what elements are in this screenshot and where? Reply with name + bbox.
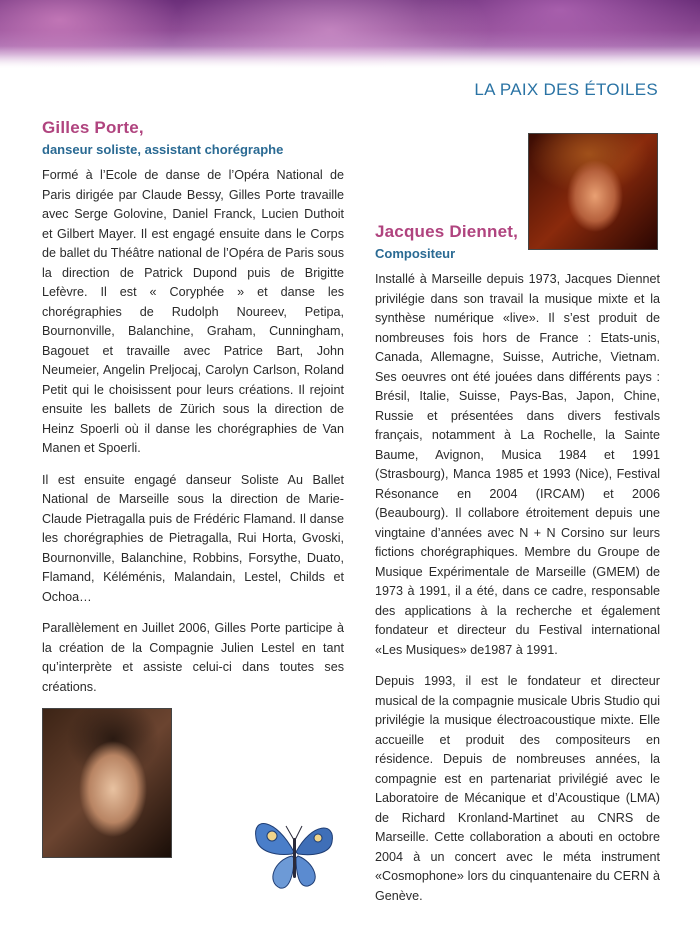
gilles-name: Gilles Porte,	[42, 118, 144, 137]
gilles-paragraph-1: Formé à l’Ecole de danse de l’Opéra National de Paris dirigée par Claude Bessy, Gilles Porte travaille avec Serge Golovine, Daniel Franck, Lucien Duthoit et Gilbert Mayer. Il est engagé ensuite dans le Corps de ballet du Théâtre national de l’Opéra de Paris sous la direction de Patrick Dupond puis de Brigitte Lefèvre. Il est « Coryphée » et danse les chorégraphies de Rudolph Noureev, Petipa, Bournonville, Balanchine, Graham, Cunningham, Bagouet et travaille avec Patrice Bart, John Neumeier, Angelin Preljocaj, Carolyn Carlson, Roland Petit qui le choisissent pour leurs créations. Il rejoint ensuite les ballets de Zürich sous la direction de Heinz Spoerli où il danse les chorégraphies de Van Manen et Spoerli.	[42, 168, 344, 455]
jacques-name: Jacques Diennet,	[375, 222, 519, 241]
butterfly-illustration	[246, 808, 342, 898]
gilles-role: danseur soliste, assistant chorégraphe	[42, 142, 284, 157]
jacques-portrait-photo	[528, 133, 658, 250]
gilles-portrait-photo	[42, 708, 172, 858]
jacques-paragraph-2: Depuis 1993, il est le fondateur et directeur musical de la compagnie musicale Ubris Studio qui privilégie la musique électroacoustique mixte. Elle accueille et produit des compositeurs en résidence. Depuis de nombreuses années, la compagnie est en partenariat privilégié avec le Laboratoire de Mécanique et d’Acoustique (LMA) de Richard Kronland-Martinet au CNRS de Marseille. Cette collaboration a abouti en octobre 2004 à un concert avec le méta instrument «Cosmophone» lors du cinquantenaire du CERN à Genève.	[375, 674, 660, 903]
section-title: LA PAIX DES ÉTOILES	[474, 80, 658, 99]
jacques-bio	[375, 270, 660, 918]
header-banner	[0, 0, 700, 68]
gilles-heading	[42, 118, 283, 157]
jacques-heading	[375, 222, 518, 261]
jacques-paragraph-1: Installé à Marseille depuis 1973, Jacques Diennet privilégie dans son travail la musique mixte et la synthèse numérique «live». Il s’est produit de nombreuses fois hors de France : Etats-unis, Canada, Allemagne, Suisse, Autriche, Vietnam. Ses oeuvres ont été jouées dans différents pays : Brésil, Italie, Suisse, Pays-Bas, Japon, Chine, Russie et présentées dans divers festivals français, notamment à La Rochelle, la Sainte Baume, Avignon, Musica 1984 et 1991 (Strasbourg), Manca 1985 et 1993 (Nice), Festival Résonance en 2004 (IRCAM) et 2006 (Beaubourg). Il collabore étroitement depuis une vingtaine d’années avec N + N Corsino sur leurs fictions chorégraphiques. Membre du Groupe de Musique Expérimentale de Marseille (GMEM) de 1973 à 1991, il a été, dans ce cadre, responsable des applications à la recherche et également fondateur et directeur du Festival international «Les Musiques» de1987 à 1991.	[375, 272, 660, 657]
jacques-role: Compositeur	[375, 246, 456, 261]
gilles-paragraph-3: Parallèlement en Juillet 2006, Gilles Porte participe à la création de la Compagnie Julien Lestel en tant qu’interprète et assiste celui-ci dans toutes ses créations.	[42, 621, 344, 694]
gilles-bio	[42, 166, 344, 709]
gilles-paragraph-2: Il est ensuite engagé danseur Soliste Au Ballet National de Marseille sous la direction de Marie-Claude Pietragalla puis de Frédéric Flamand. Il danse les chorégraphies de Pietragalla, Rui Horta, Gvoski, Bournonville, Balanchine, Robbins, Forsythe, Duato, Flamand, Kéléménis, Malandain, Lestel, Childs et Ochoa…	[42, 472, 344, 604]
